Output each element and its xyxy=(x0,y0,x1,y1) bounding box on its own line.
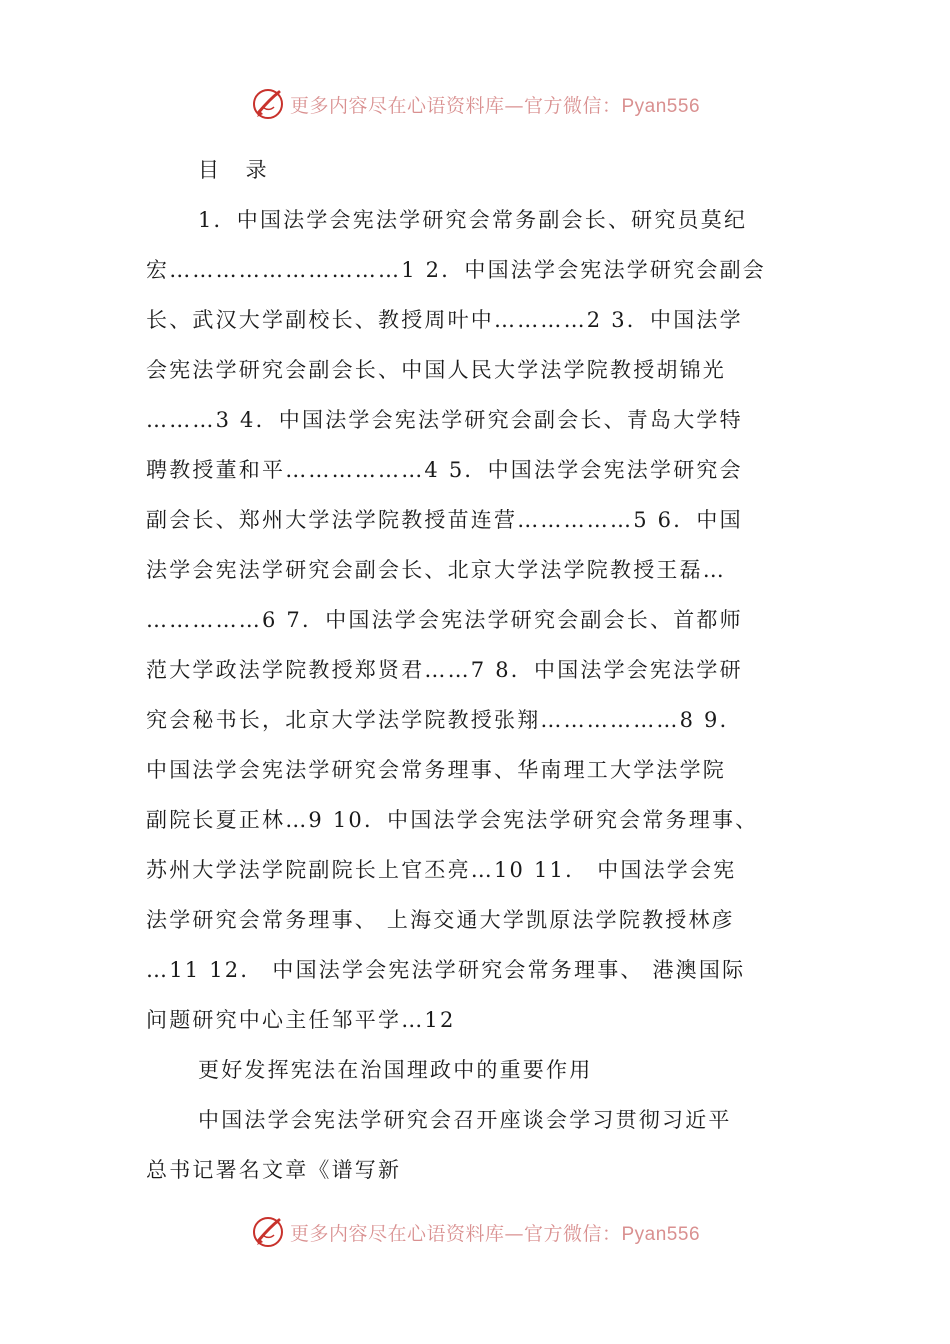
toc-paragraph xyxy=(146,195,806,1045)
wechat-id: Pyan556 xyxy=(621,1223,701,1245)
toc-line: 聘教授董和平………………4 5．中国法学会宪法学研究会 xyxy=(146,458,743,482)
watermark-text: 更多内容尽在心语资料库—官方微信：Pyan556 xyxy=(289,94,701,117)
pen-logo-icon xyxy=(250,86,286,122)
toc-line: …11 12． 中国法学会宪法学研究会常务理事、 港澳国际 xyxy=(146,958,746,982)
toc-line: ………3 4．中国法学会宪法学研究会副会长、青岛大学特 xyxy=(146,408,743,432)
toc-line: 长、武汉大学副校长、教授周叶中…………2 3．中国法学 xyxy=(146,308,743,332)
article-heading: 更好发挥宪法在治国理政中的重要作用 xyxy=(198,1058,593,1082)
toc-line: 宏…………………………1 2．中国法学会宪法学研究会副会 xyxy=(146,258,766,282)
header-watermark xyxy=(0,84,950,124)
document-body xyxy=(146,145,806,1195)
wechat-id: Pyan556 xyxy=(621,95,701,117)
pen-logo-icon xyxy=(250,1214,286,1250)
article-heading-paragraph xyxy=(146,1045,806,1095)
toc-line: 苏州大学法学院副院长上官丕亮…10 11． 中国法学会宪 xyxy=(146,858,737,882)
toc-line: 范大学政法学院教授郑贤君……7 8．中国法学会宪法学研 xyxy=(146,658,743,682)
footer-watermark xyxy=(0,1212,950,1252)
toc-line: 副院长夏正林…9 10．中国法学会宪法学研究会常务理事、 xyxy=(146,808,759,832)
intro-line: 中国法学会宪法学研究会召开座谈会学习贯彻习近平 xyxy=(198,1108,732,1132)
toc-line: 法学会宪法学研究会副会长、北京大学法学院教授王磊… xyxy=(146,558,726,582)
toc-line: 中国法学会宪法学研究会常务理事、华南理工大学法学院 xyxy=(146,758,726,782)
toc-line: 问题研究中心主任邹平学…12 xyxy=(146,1008,456,1032)
toc-line: 副会长、郑州大学法学院教授苗连营……………5 6．中国 xyxy=(146,508,743,532)
watermark-text: 更多内容尽在心语资料库—官方微信：Pyan556 xyxy=(289,1222,701,1245)
toc-line: 1．中国法学会宪法学研究会常务副会长、研究员莫纪 xyxy=(198,208,748,232)
toc-title: 目 录 xyxy=(198,158,277,182)
toc-line: 究会秘书长，北京大学法学院教授张翔………………8 9． xyxy=(146,708,743,732)
intro-line: 总书记署名文章《谱写新 xyxy=(146,1158,402,1182)
toc-line: ……………6 7．中国法学会宪法学研究会副会长、首都师 xyxy=(146,608,743,632)
toc-line: 会宪法学研究会副会长、中国人民大学法学院教授胡锦光 xyxy=(146,358,726,382)
intro-paragraph xyxy=(146,1095,806,1195)
toc-line: 法学研究会常务理事、 上海交通大学凯原法学院教授林彦 xyxy=(146,908,735,932)
